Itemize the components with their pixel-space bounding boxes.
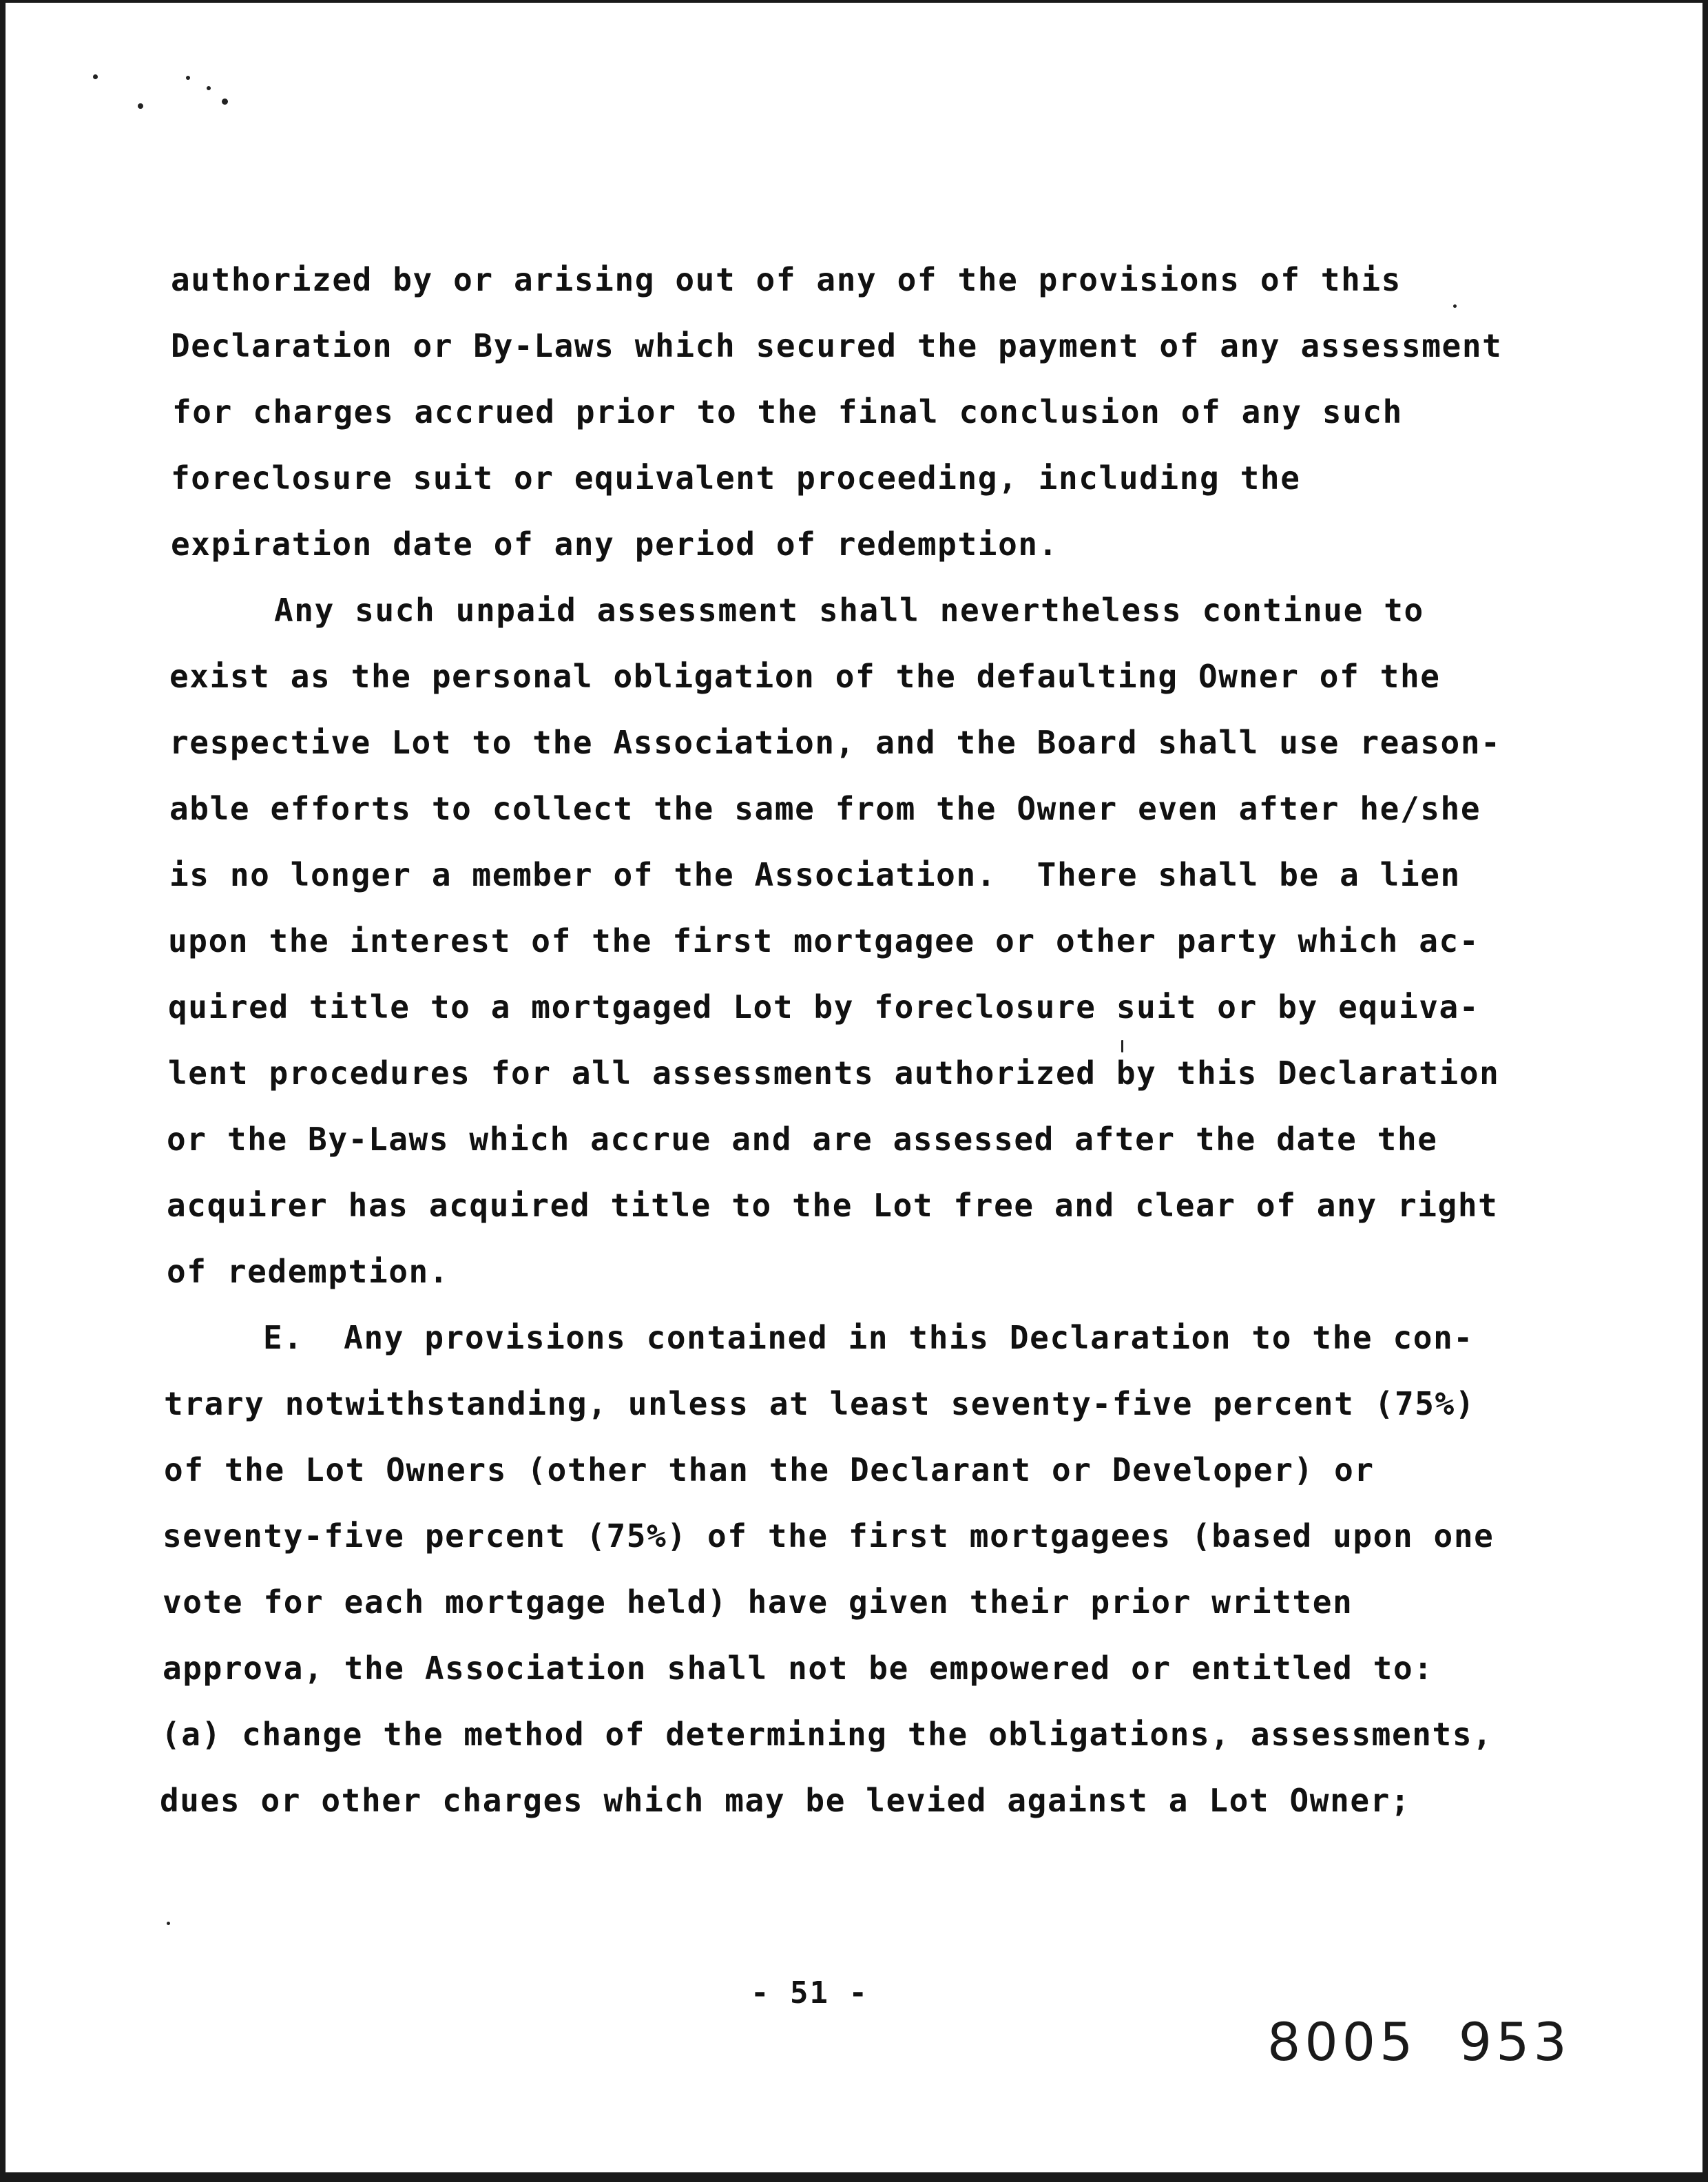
text-line: respective Lot to the Association, and the Board shall use reason- [169,724,1501,761]
scan-speck [167,1922,170,1925]
scan-speck [1453,304,1457,308]
text-line: for charges accrued prior to the final conclusion of any such [172,393,1403,430]
text-line: approva, the Association shall not be empowered or entitled to: [163,1650,1434,1687]
text-line: of redemption. [167,1253,450,1290]
text-line: vote for each mortgage held) have given their prior written [163,1583,1353,1621]
scan-edge-right [1702,0,1708,2182]
page-number: - 51 - [751,1975,868,2010]
text-line: authorized by or arising out of any of the provisions of this [171,261,1402,298]
scan-edge-top [0,0,1708,3]
scan-speck [222,98,228,105]
text-line: or the By-Laws which accrue and are assessed after the date the [167,1121,1438,1158]
scan-speck [186,76,190,80]
text-line: lent procedures for all assessments authorized by this Declaration [168,1054,1500,1092]
text-line: of the Lot Owners (other than the Declarant or Developer) or [164,1451,1375,1488]
scan-edge-left [0,0,6,2182]
text-line: E. Any provisions contained in this Declaration to the con- [263,1319,1474,1356]
scan-speck [93,74,98,79]
text-line: is no longer a member of the Association. There shall be a lien [169,856,1461,893]
text-line: Declaration or By-Laws which secured the payment of any assessment [171,327,1503,364]
text-line: exist as the personal obligation of the defaulting Owner of the [169,658,1441,695]
scan-speck [207,86,211,90]
text-line: upon the interest of the first mortgagee or other party which ac- [168,922,1480,959]
text-line: quired title to a mortgaged Lot by foreclosure suit or by equiva- [168,988,1480,1026]
text-line: foreclosure suit or equivalent proceeding, including the [171,459,1301,497]
text-line: dues or other charges which may be levied against a Lot Owner; [160,1782,1411,1819]
text-line: expiration date of any period of redemption. [171,526,1059,563]
text-line: Any such unpaid assessment shall nevertheless continue to [274,592,1424,629]
text-line: seventy-five percent (75%) of the first mortgagees (based upon one [163,1517,1494,1555]
text-line: (a) change the method of determining the obligations, assessments, [161,1716,1493,1753]
scan-speck [1121,1040,1123,1052]
scan-edge-bottom [0,2172,1708,2182]
text-line: acquirer has acquired title to the Lot free and clear of any right [167,1187,1499,1224]
document-stamp-number: 8005 953 [1267,2011,1571,2072]
scan-speck [138,103,143,109]
text-line: able efforts to collect the same from the Owner even after he/she [169,790,1481,827]
text-line: trary notwithstanding, unless at least seventy-five percent (75%) [164,1385,1476,1422]
